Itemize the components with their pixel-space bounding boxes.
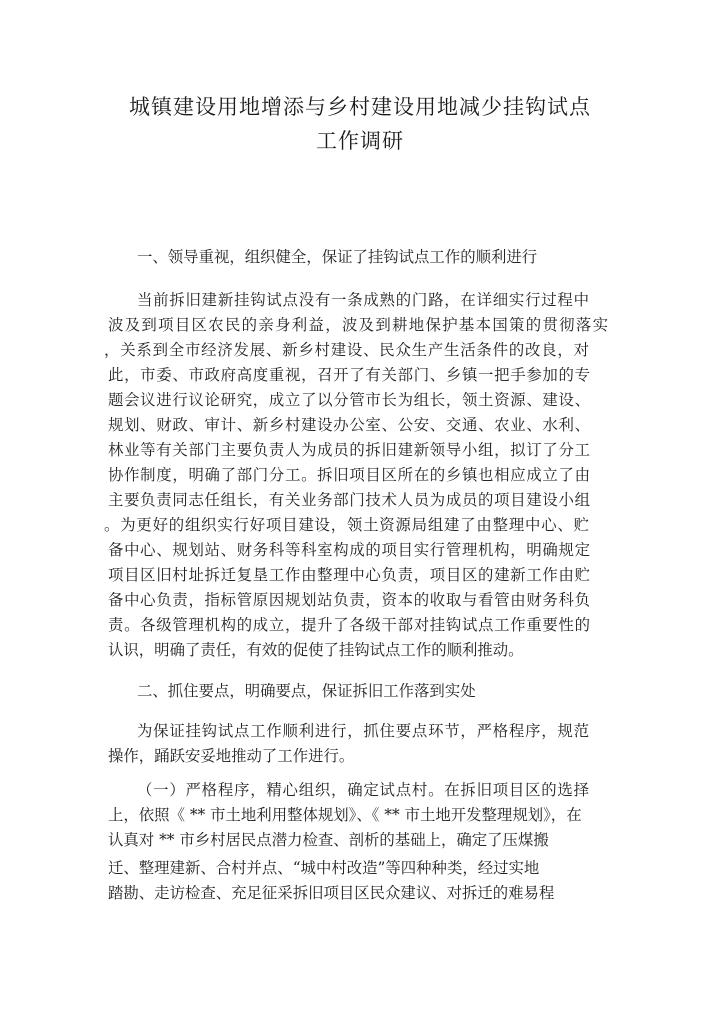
paragraph-1-line: 责。各级管理机构的成立，提升了各级干部对挂钩试点工作重要性的 [108, 616, 590, 634]
paragraph-1-line: 林业等有关部门主要负责人为成员的拆旧建新领导小组，拟订了分工 [108, 441, 590, 459]
paragraph-1-line: 备中心负责，指标管原因规划站负责，资本的收取与看管由财务科负 [108, 591, 590, 609]
paragraph-1-line: 。为更好的组织实行好项目建设，领土资源局组建了由整理中心、贮 [104, 516, 589, 534]
section-1-heading: 一、领导重视，组织健全，保证了挂钩试点工作的顺利进行 [137, 248, 538, 266]
paragraph-2-line: 操作，踊跃安妥地推动了工作进行。 [108, 747, 355, 765]
paragraph-1-line: 协作制度，明确了部门分工。拆旧项目区所在的乡镇也相应成立了由 [108, 466, 590, 484]
paragraph-1-line: 当前拆旧建新挂钩试点没有一条成熟的门路，在详细实行过程中 [137, 291, 589, 309]
paragraph-3-line: 踏勘、走访检查、充足征采拆旧项目区民众建议、对拆迁的难易程 [108, 884, 555, 902]
paragraph-1-line: 主要负责同志任组长，有关业务部门技术人员为成员的项目建设小组 [108, 491, 590, 509]
paragraph-3-line: 认真对 ** 市乡村居民点潜力检查、剖析的基础上，确定了压煤搬 [108, 831, 549, 849]
paragraph-1-line: 题会议进行议论研究，成立了以分管市长为组长，领土资源、建设、 [108, 391, 590, 409]
paragraph-1-line: 此，市委、市政府高度重视，召开了有关部门、乡镇一把手参加的专 [108, 366, 590, 384]
paragraph-1-line: 备中心、规划站、财务科等科室构成的项目实行管理机构，明确规定 [108, 541, 590, 559]
paragraph-3-line: 迁、整理建新、合村并点、“城中村改造”等四种种类，经过实地 [108, 859, 540, 877]
section-2-heading: 二、抓住要点，明确要点，保证拆旧工作落到实处 [137, 682, 476, 700]
paragraph-1-line: 波及到项目区农民的亲身利益，波及到耕地保护基本国策的贯彻落实 [108, 316, 608, 334]
paragraph-3-line: 上，依照《 ** 市土地利用整体规划》、《 ** 市土地开发整理规划》，在 [108, 806, 582, 824]
paragraph-1-line: 项目区旧村址拆迁复垦工作由整理中心负责，项目区的建新工作由贮 [108, 566, 590, 584]
paragraph-1-line: ，关系到全市经济发展、新乡村建设、民众生产生活条件的改良，对 [104, 341, 589, 359]
paragraph-1-line: 认识，明确了责任，有效的促使了挂钩试点工作的顺利推动。 [108, 641, 524, 659]
document-title-line-2: 工作调研 [316, 129, 404, 153]
paragraph-1-line: 规划、财政、审计、新乡村建设办公室、公安、交通、农业、水利、 [108, 416, 590, 434]
paragraph-2-line: 为保证挂钩试点工作顺利进行，抓住要点环节，严格程序，规范 [137, 722, 589, 740]
paragraph-3-line: （一）严格程序，精心组织，确定试点村。在拆旧项目区的选择 [137, 781, 589, 799]
document-title-line-1: 城镇建设用地增添与乡村建设用地减少挂钩试点 [129, 95, 591, 119]
